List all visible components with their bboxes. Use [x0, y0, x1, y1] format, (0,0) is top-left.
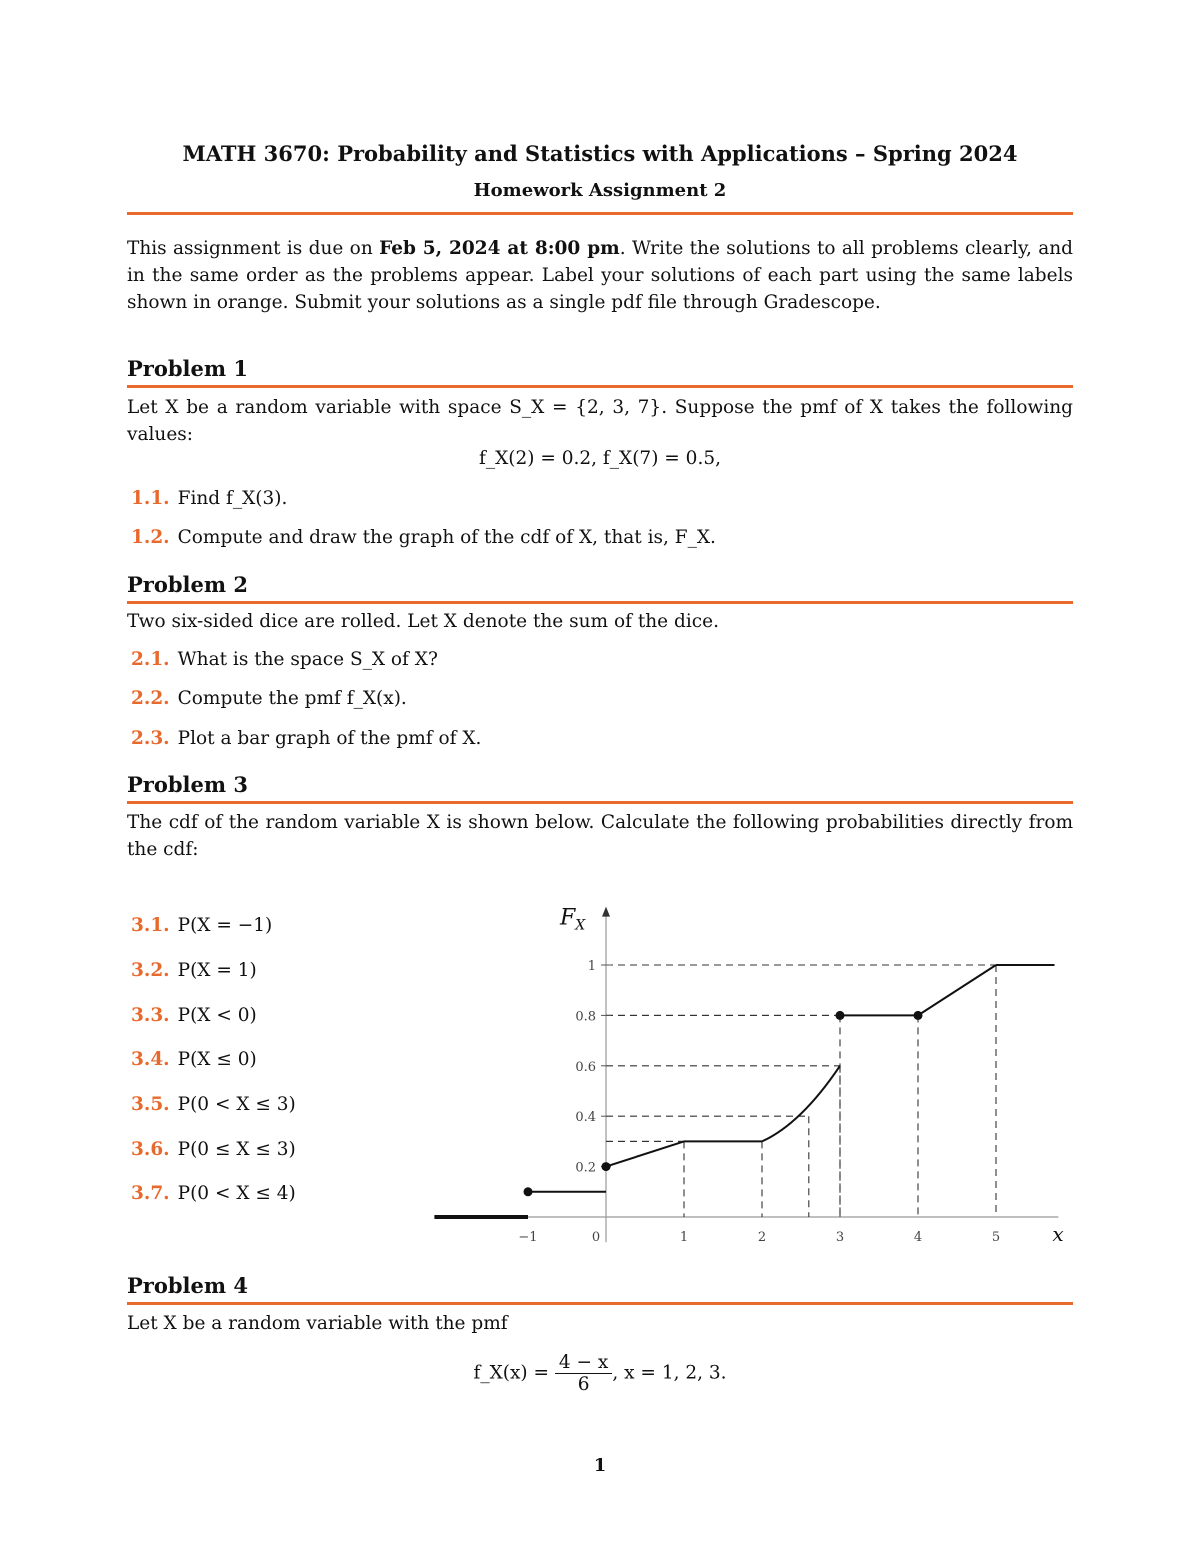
part-label: 2.2.	[131, 688, 170, 709]
problem-4-rule	[127, 1302, 1073, 1305]
part-text: P(X ≤ 0)	[177, 1049, 257, 1070]
problem-3-rule	[127, 801, 1073, 804]
part-label: 2.3.	[131, 728, 170, 749]
problem-1-rule	[127, 385, 1073, 388]
problem-4-equation	[127, 1352, 1073, 1395]
intro-due-date: Feb 5, 2024 at 8:00 pm	[379, 238, 620, 259]
cdf-closed-point	[524, 1187, 533, 1196]
cdf-closed-point	[836, 1011, 845, 1020]
part-text: Plot a bar graph of the pmf of X.	[177, 728, 482, 749]
part-text: Compute the pmf f_X(x).	[177, 688, 407, 709]
problem-2-text: Two six-sided dice are rolled. Let X denote the sum of the dice.	[127, 611, 719, 632]
cdf-closed-point	[914, 1011, 923, 1020]
equation-fraction	[555, 1352, 612, 1395]
part-label: 3.7.	[131, 1183, 170, 1204]
document-subtitle: Homework Assignment 2	[473, 180, 727, 201]
part-3-1	[131, 915, 272, 936]
y-tick-label: 0.8	[575, 1009, 596, 1025]
cdf-curve	[762, 1066, 840, 1142]
part-3-4	[131, 1049, 257, 1070]
y-tick-label: 1	[587, 959, 596, 974]
part-2-1	[131, 649, 438, 670]
x-tick-label: 4	[913, 1230, 923, 1245]
x-tick-label: −1	[518, 1230, 538, 1245]
intro-text-start: This assignment is due on	[127, 238, 380, 259]
document-title: MATH 3670: Probability and Statistics with Applications – Spring 2024	[182, 141, 1018, 166]
y-axis-arrow	[602, 907, 610, 917]
problem-1-equation: f_X(2) = 0.2, f_X(7) = 0.5,	[479, 448, 721, 469]
problem-1-text: Let X be a random variable with space S_X = {2, 3, 7}. Suppose the pmf of X takes the following values:	[127, 397, 1073, 445]
y-tick-label: 0.2	[575, 1160, 596, 1176]
intro-text-end: . Write the solutions to all problems clearly, and in the same order as the problems appear. Label your solutions of each part using the same labels shown in orange. Submit your solutions as a single pdf file through Gradescope.	[127, 238, 1073, 313]
cdf-chart	[420, 880, 1080, 1260]
part-text: Find f_X(3).	[177, 488, 288, 509]
part-text: P(X = −1)	[177, 915, 273, 936]
x-tick-label: 5	[991, 1230, 1001, 1245]
page-number: 1	[593, 1455, 607, 1476]
part-label: 1.2.	[131, 527, 170, 548]
part-3-3	[131, 1005, 257, 1026]
part-text: Compute and draw the graph of the cdf of X, that is, F_X.	[177, 527, 716, 548]
part-text: P(X < 0)	[177, 1005, 257, 1026]
part-text: P(0 < X ≤ 3)	[177, 1094, 296, 1115]
part-text: P(0 ≤ X ≤ 3)	[177, 1139, 296, 1160]
part-label: 3.2.	[131, 960, 170, 981]
equation-lhs: f_X(x) =	[473, 1362, 549, 1384]
part-text: P(X = 1)	[177, 960, 257, 981]
x-tick-label: 2	[757, 1230, 767, 1245]
x-tick-label: 1	[679, 1230, 689, 1245]
fraction-denominator: 6	[577, 1374, 590, 1395]
y-tick-label: 0.6	[575, 1059, 596, 1075]
y-axis-label: $F_X$	[560, 905, 586, 934]
cdf-closed-point	[602, 1162, 611, 1171]
part-3-2	[131, 960, 257, 981]
fraction-numerator: 4 − x	[555, 1352, 612, 1374]
part-label: 3.6.	[131, 1139, 170, 1160]
part-label: 2.1.	[131, 649, 170, 670]
part-2-3	[131, 728, 481, 749]
x-axis-label: x	[1052, 1222, 1064, 1246]
part-label: 3.5.	[131, 1094, 170, 1115]
x-tick-label: 3	[835, 1230, 845, 1245]
problem-4-text: Let X be a random variable with the pmf	[127, 1313, 508, 1334]
part-text: What is the space S_X of X?	[177, 649, 438, 670]
problem-3-heading: Problem 3	[127, 772, 249, 797]
part-2-2	[131, 688, 407, 709]
part-label: 3.1.	[131, 915, 170, 936]
x-tick-label: 0	[591, 1230, 601, 1245]
problem-2-rule	[127, 601, 1073, 604]
part-label: 1.1.	[131, 488, 170, 509]
part-text: P(0 < X ≤ 4)	[177, 1183, 296, 1204]
part-label: 3.3.	[131, 1005, 170, 1026]
part-3-7	[131, 1183, 296, 1204]
part-3-6	[131, 1139, 296, 1160]
problem-1-heading: Problem 1	[127, 356, 249, 381]
part-label: 3.4.	[131, 1049, 170, 1070]
part-3-5	[131, 1094, 296, 1115]
problem-2-heading: Problem 2	[127, 572, 249, 597]
equation-rhs: , x = 1, 2, 3.	[612, 1362, 727, 1384]
problem-3-text: The cdf of the random variable X is shown below. Calculate the following probabilities directly from the cdf:	[127, 812, 1073, 860]
problem-4-heading: Problem 4	[127, 1273, 249, 1298]
cdf-segment	[606, 1141, 684, 1166]
part-1-1	[131, 488, 287, 509]
y-tick-label: 0.4	[575, 1110, 596, 1126]
part-1-2	[131, 527, 716, 548]
header-rule	[127, 212, 1073, 215]
cdf-curve	[918, 965, 996, 1015]
intro-paragraph	[127, 235, 1073, 316]
